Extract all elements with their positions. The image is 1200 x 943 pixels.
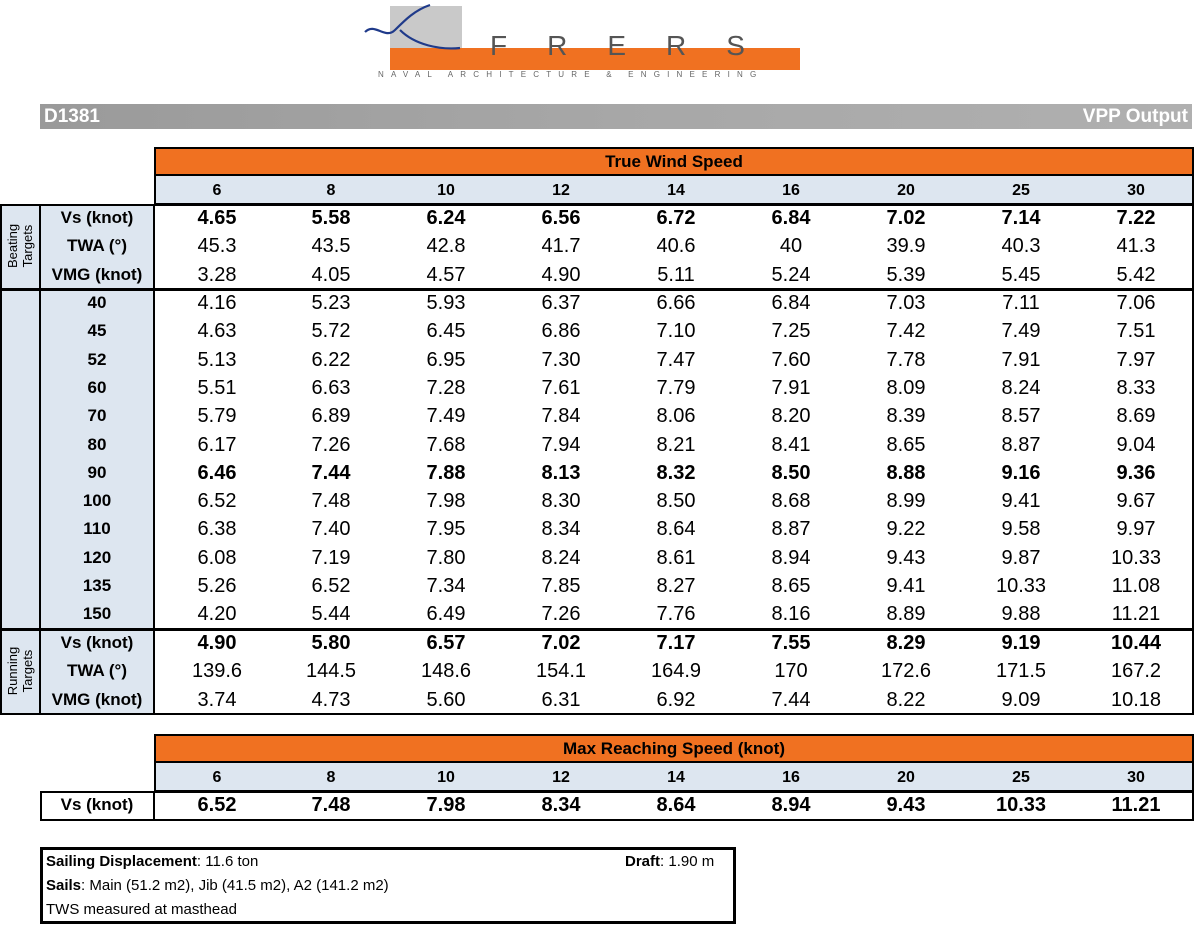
table-cell: 167.2	[1110, 660, 1162, 683]
table-cell: 8.06	[656, 405, 696, 428]
row-label: 135	[82, 576, 112, 595]
table-cell: 6.08	[197, 546, 237, 569]
table-cell: 8.13	[541, 461, 581, 484]
table-cell: 6.46	[197, 461, 237, 484]
table-cell: 4.90	[541, 263, 581, 286]
table-cell: 8.65	[771, 575, 811, 597]
table-cell: 40.6	[656, 235, 696, 258]
table-cell: 8.34	[541, 518, 581, 541]
table-cell: 9.97	[1116, 518, 1156, 541]
table-cell: 7.68	[426, 433, 466, 456]
tws-title-band: True Wind Speed	[154, 147, 1194, 176]
table-cell: 6.56	[541, 207, 581, 229]
row-label: 60	[87, 377, 107, 397]
row-label: VMG (knot)	[51, 689, 143, 709]
table-cell: 7.94	[541, 433, 581, 456]
reaching-row-label: Vs (knot)	[60, 795, 134, 814]
table-cell: 5.58	[311, 207, 351, 229]
table-cell: 8.09	[886, 376, 926, 399]
side-divider	[39, 204, 41, 715]
table-cell: 7.42	[886, 320, 926, 343]
beating-divider	[0, 288, 1194, 291]
table-cell: 10.44	[1110, 632, 1162, 654]
wind-speed-12: 12	[552, 182, 570, 199]
table-cell: 7.76	[656, 603, 696, 626]
table-cell: 9.22	[886, 518, 926, 541]
table-cell: 6.92	[656, 688, 696, 711]
table-cell: 8.27	[656, 575, 696, 597]
table-cell: 7.91	[771, 376, 811, 399]
reaching-title-band: Max Reaching Speed (knot)	[154, 734, 1194, 763]
draft-value: : 1.90 m	[660, 853, 715, 870]
table-cell: 9.09	[1001, 688, 1041, 711]
table-cell: 6.95	[426, 348, 466, 371]
wind-speed-30: 30	[1127, 182, 1145, 199]
wind-speed-14: 14	[667, 182, 685, 199]
table-cell: 8.57	[1001, 405, 1041, 428]
table-cell: 8.65	[886, 433, 926, 456]
table-cell: 5.44	[311, 603, 351, 626]
row-label: 70	[87, 406, 107, 426]
reaching-row-border	[40, 791, 1194, 821]
tws-header-border	[154, 147, 1194, 205]
table-cell: 8.50	[656, 490, 696, 513]
table-cell: 8.39	[886, 405, 926, 428]
reaching-wind-speed-20: 20	[897, 769, 915, 786]
wind-speed-10: 10	[437, 182, 455, 199]
table-cell: 6.86	[541, 320, 581, 343]
wind-speed-16: 16	[782, 182, 800, 199]
reaching-cell: 9.43	[886, 794, 926, 816]
displacement-value: : 11.6 ton	[196, 853, 259, 870]
wind-speed-20: 20	[897, 182, 915, 199]
table-cell: 9.41	[1001, 490, 1041, 513]
table-cell: 144.5	[305, 660, 357, 683]
table-cell: 8.68	[771, 490, 811, 513]
table-cell: 7.30	[541, 348, 581, 371]
reaching-cell: 11.21	[1111, 794, 1161, 816]
table-cell: 7.49	[426, 405, 466, 428]
table-cell: 6.52	[197, 490, 237, 513]
table-cell: 6.66	[656, 292, 696, 314]
table-cell: 8.32	[656, 461, 696, 484]
table-cell: 7.79	[656, 376, 696, 399]
table-cell: 7.03	[886, 292, 926, 314]
table-cell: 8.29	[886, 632, 926, 654]
table-cell: 5.13	[197, 348, 237, 371]
table-cell: 8.20	[771, 405, 811, 428]
table-cell: 4.63	[197, 320, 237, 343]
table-cell: 6.84	[771, 207, 811, 229]
table-cell: 5.72	[311, 320, 351, 343]
row-label: Vs (knot)	[60, 633, 134, 652]
reaching-cell: 6.52	[197, 794, 237, 816]
table-cell: 10.18	[1110, 688, 1162, 711]
table-cell: 172.6	[880, 660, 932, 683]
table-cell: 8.99	[886, 490, 926, 513]
logo-name: FRERS	[490, 30, 785, 61]
table-cell: 8.61	[656, 546, 696, 569]
table-cell: 6.49	[426, 603, 466, 626]
table-cell: 7.34	[426, 575, 466, 597]
running-divider	[0, 628, 1194, 631]
table-cell: 5.11	[657, 263, 695, 286]
row-label: 120	[82, 547, 112, 567]
table-cell: 7.14	[1001, 207, 1041, 229]
table-cell: 139.6	[191, 660, 243, 683]
reaching-label-divider	[153, 791, 155, 821]
table-cell: 7.02	[886, 207, 926, 229]
reaching-header-border	[154, 734, 1194, 792]
table-cell: 5.39	[886, 263, 926, 286]
table-cell: 9.87	[1001, 546, 1041, 569]
table-cell: 7.48	[311, 490, 351, 513]
row-label: 40	[87, 293, 107, 312]
table-cell: 7.11	[1002, 292, 1040, 314]
table-cell: 7.44	[771, 688, 811, 711]
draft-label: Draft	[625, 853, 661, 870]
table-cell: 5.80	[311, 632, 351, 654]
table-cell: 6.63	[311, 376, 351, 399]
displacement-line	[46, 850, 258, 874]
table-cell: 7.02	[541, 632, 581, 654]
table-cell: 4.16	[197, 292, 237, 314]
table-cell: 9.88	[1001, 603, 1041, 626]
notes-box	[40, 847, 736, 924]
table-cell: 7.44	[311, 461, 351, 484]
row-label: VMG (knot)	[51, 264, 143, 284]
table-cell: 8.22	[886, 688, 926, 711]
table-cell: 7.40	[311, 518, 351, 541]
table-cell: 6.89	[311, 405, 351, 428]
table-cell: 8.16	[771, 603, 811, 626]
reaching-cell: 7.48	[311, 794, 351, 816]
table-cell: 7.26	[311, 433, 351, 456]
table-cell: 6.38	[197, 518, 237, 541]
table-cell: 170	[774, 660, 808, 683]
table-cell: 9.16	[1001, 461, 1041, 484]
frers-logo	[360, 0, 800, 88]
table-cell: 7.22	[1116, 207, 1156, 229]
row-label: TWA (°)	[67, 236, 127, 256]
table-cell: 8.41	[771, 433, 811, 456]
table-cell: 4.57	[426, 263, 466, 286]
reaching-wind-speed-30: 30	[1127, 769, 1145, 786]
reaching-cell: 7.98	[426, 794, 466, 816]
row-label: 80	[87, 434, 107, 454]
reaching-cell: 10.33	[995, 794, 1047, 816]
table-cell: 8.87	[1001, 433, 1041, 456]
displacement-label: Sailing Displacement	[46, 853, 197, 870]
table-cell: 6.84	[771, 292, 811, 314]
table-cell: 5.79	[197, 405, 237, 428]
table-cell: 7.10	[656, 320, 696, 343]
table-cell: 42.8	[426, 235, 466, 258]
table-cell: 43.5	[311, 235, 351, 258]
table-cell: 5.26	[197, 575, 237, 597]
row-label: TWA (°)	[67, 661, 127, 681]
beating-targets-label-text: Beating Targets	[5, 224, 35, 269]
table-cell: 6.72	[656, 207, 696, 229]
row-label: 150	[82, 604, 112, 624]
table-cell: 7.47	[656, 348, 696, 371]
reaching-wind-speed-10: 10	[437, 769, 455, 786]
table-cell: 6.52	[311, 575, 351, 597]
table-cell: 5.45	[1001, 263, 1041, 286]
reaching-wind-speed-12: 12	[552, 769, 570, 786]
table-cell: 9.36	[1116, 461, 1156, 484]
table-cell: 8.50	[771, 461, 811, 484]
reaching-wind-speed-14: 14	[667, 769, 685, 786]
logo-subtitle: NAVAL ARCHITECTURE & ENGINEERING	[378, 70, 764, 79]
table-cell: 6.31	[541, 688, 581, 711]
table-cell: 7.51	[1116, 320, 1156, 343]
document-type: VPP Output	[1082, 106, 1188, 127]
draft-line	[625, 850, 714, 874]
table-cell: 8.24	[1001, 376, 1041, 399]
table-cell: 41.7	[541, 235, 581, 258]
table-cell: 3.74	[197, 688, 237, 711]
table-cell: 7.17	[656, 632, 696, 654]
table-cell: 8.21	[656, 433, 696, 456]
table-cell: 154.1	[535, 660, 587, 683]
row-label: 52	[87, 349, 107, 369]
table-cell: 3.28	[197, 263, 237, 286]
outer-border	[0, 204, 1194, 715]
table-cell: 7.95	[426, 518, 466, 541]
table-cell: 4.90	[197, 632, 237, 654]
table-cell: 164.9	[650, 660, 702, 683]
table-cell: 11.08	[1111, 575, 1161, 597]
wind-speed-6: 6	[212, 182, 222, 199]
table-cell: 7.78	[886, 348, 926, 371]
table-cell: 9.43	[886, 546, 926, 569]
table-cell: 10.33	[995, 575, 1047, 597]
table-cell: 7.28	[426, 376, 466, 399]
tws-note: TWS measured at masthead	[46, 901, 237, 918]
table-cell: 9.41	[886, 575, 926, 597]
row-label: Vs (knot)	[60, 208, 134, 227]
table-cell: 40.3	[1001, 235, 1041, 258]
table-cell: 6.57	[426, 632, 466, 654]
table-cell: 7.06	[1116, 292, 1156, 314]
reaching-cell: 8.94	[771, 794, 811, 816]
table-cell: 6.17	[197, 433, 237, 456]
table-cell: 4.65	[197, 207, 237, 229]
table-cell: 8.30	[541, 490, 581, 513]
table-cell: 8.69	[1116, 405, 1156, 428]
table-cell: 7.91	[1001, 348, 1041, 371]
table-cell: 45.3	[197, 235, 237, 258]
table-cell: 8.87	[771, 518, 811, 541]
table-cell: 9.67	[1116, 490, 1156, 513]
table-cell: 5.23	[311, 292, 351, 314]
table-cell: 8.33	[1116, 376, 1156, 399]
table-cell: 9.58	[1001, 518, 1041, 541]
table-cell: 7.80	[426, 546, 466, 569]
table-cell: 5.60	[426, 688, 466, 711]
logo-swoosh-icon	[360, 0, 470, 60]
reaching-cell: 8.64	[656, 794, 696, 816]
reaching-wind-speed-6: 6	[212, 769, 222, 786]
reaching-wind-speed-16: 16	[782, 769, 800, 786]
row-label: 90	[87, 462, 107, 482]
table-cell: 7.49	[1001, 320, 1041, 343]
table-cell: 9.04	[1116, 433, 1156, 456]
table-cell: 5.24	[771, 263, 811, 286]
row-label: 45	[87, 321, 107, 341]
table-cell: 5.93	[426, 292, 466, 314]
table-cell: 5.42	[1116, 263, 1156, 286]
table-cell: 10.33	[1110, 546, 1162, 569]
table-cell: 5.51	[197, 376, 237, 399]
sails-label: Sails	[46, 877, 82, 894]
row-label: 100	[82, 491, 112, 511]
table-cell: 40	[779, 235, 803, 258]
sails-value: : Main (51.2 m2), Jib (41.5 m2), A2 (141.2 m2)	[81, 877, 389, 894]
design-id: D1381	[44, 106, 100, 127]
table-cell: 7.19	[311, 546, 351, 569]
table-cell: 8.24	[541, 546, 581, 569]
sails-line	[46, 874, 389, 898]
row-label: 110	[83, 519, 111, 539]
table-cell: 7.25	[771, 320, 811, 343]
table-cell: 7.97	[1116, 348, 1156, 371]
table-cell: 11.21	[1111, 603, 1161, 626]
table-cell: 4.05	[311, 263, 351, 286]
table-cell: 6.45	[426, 320, 466, 343]
running-targets-label-text: Running Targets	[5, 647, 35, 696]
table-cell: 39.9	[886, 235, 926, 258]
header-bar	[40, 104, 1192, 129]
wind-speed-8: 8	[326, 182, 336, 199]
reaching-wind-speed-8: 8	[326, 769, 336, 786]
table-cell: 7.84	[541, 405, 581, 428]
table-cell: 6.37	[541, 292, 581, 314]
table-cell: 7.88	[426, 461, 466, 484]
table-cell: 8.64	[656, 518, 696, 541]
label-divider	[153, 204, 155, 715]
table-cell: 7.85	[541, 575, 581, 597]
table-cell: 8.88	[886, 461, 926, 484]
table-cell: 41.3	[1116, 235, 1156, 258]
table-cell: 6.24	[426, 207, 466, 229]
reaching-cell: 8.34	[541, 794, 581, 816]
table-cell: 7.26	[541, 603, 581, 626]
reaching-wind-speed-25: 25	[1012, 769, 1030, 786]
table-cell: 9.19	[1001, 632, 1041, 654]
table-cell: 7.60	[771, 348, 811, 371]
wind-speed-25: 25	[1012, 182, 1030, 199]
table-cell: 7.98	[426, 490, 466, 513]
table-cell: 148.6	[420, 660, 472, 683]
table-cell: 8.94	[771, 546, 811, 569]
table-cell: 171.5	[995, 660, 1047, 683]
table-cell: 4.20	[197, 603, 237, 626]
table-cell: 7.55	[771, 632, 811, 654]
table-cell: 7.61	[541, 376, 581, 399]
table-cell: 8.89	[886, 603, 926, 626]
table-cell: 6.22	[311, 348, 351, 371]
table-cell: 4.73	[311, 688, 351, 711]
